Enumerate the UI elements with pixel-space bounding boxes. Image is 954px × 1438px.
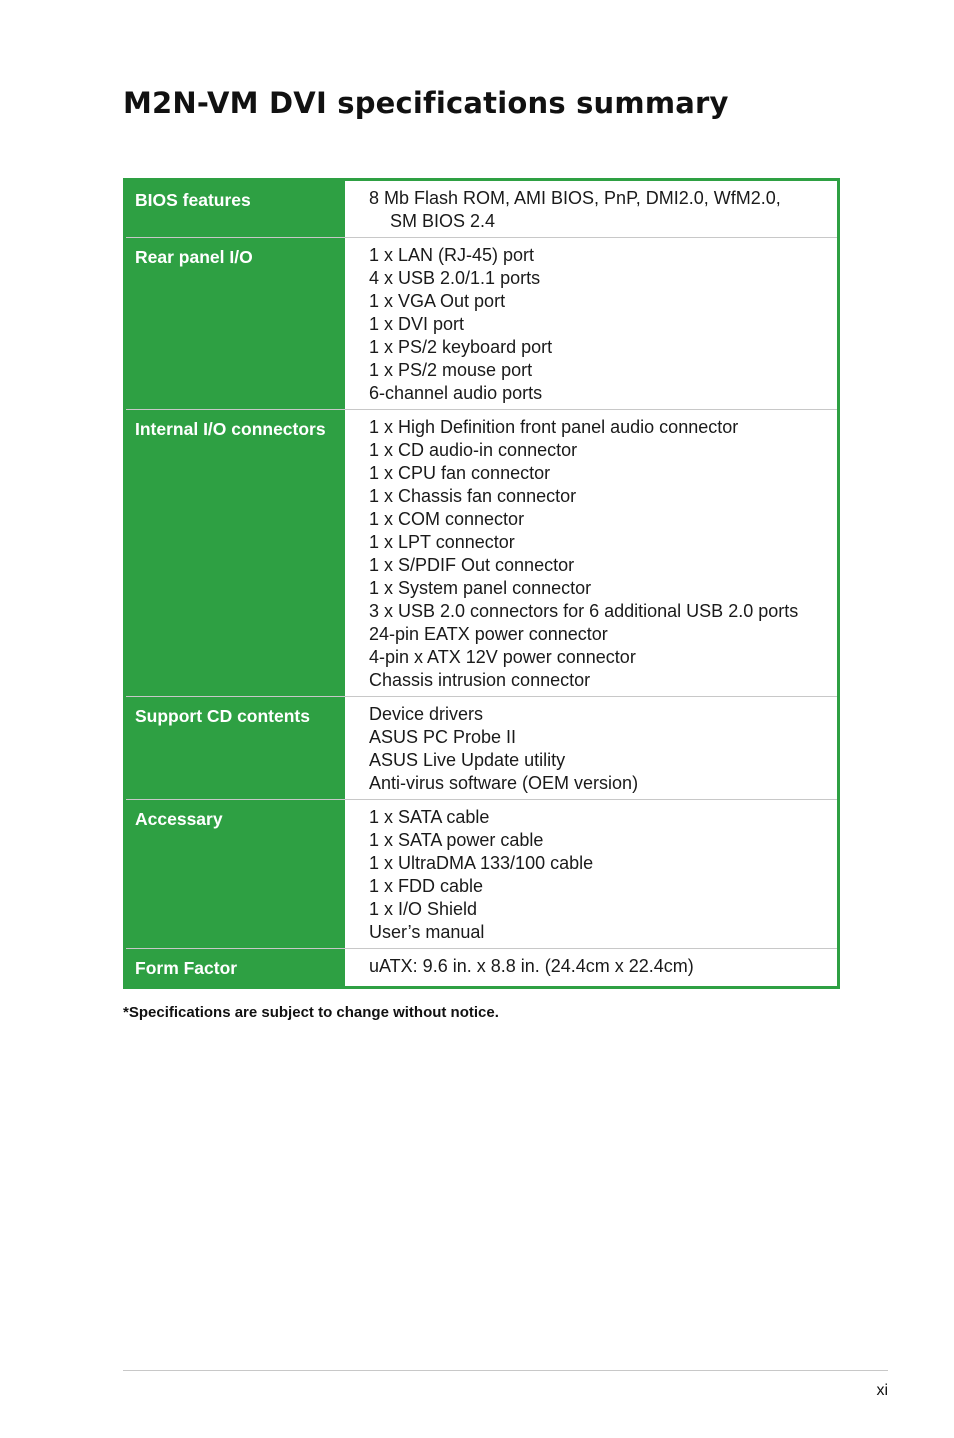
spec-value-line: SM BIOS 2.4 xyxy=(390,211,496,231)
spec-row xyxy=(126,409,837,696)
spec-value-line: 3 x USB 2.0 connectors for 6 additional USB 2.0 ports xyxy=(369,601,799,621)
spec-value-line: 1 x LPT connector xyxy=(369,532,515,552)
page-number: xi xyxy=(876,1382,888,1399)
spec-value-line: uATX: 9.6 in. x 8.8 in. (24.4cm x 22.4cm) xyxy=(369,956,694,976)
spec-value-line: 1 x VGA Out port xyxy=(369,291,506,311)
spec-value xyxy=(345,800,837,948)
spec-value-line: 24-pin EATX power connector xyxy=(369,624,608,644)
spec-value-line: 4-pin x ATX 12V power connector xyxy=(369,647,636,667)
spec-value-line: 4 x USB 2.0/1.1 ports xyxy=(369,268,541,288)
spec-label: Internal I/O connectors xyxy=(126,410,345,696)
spec-value-line: 1 x LAN (RJ-45) port xyxy=(369,245,535,265)
spec-value-line: 1 x PS/2 keyboard port xyxy=(369,337,553,357)
spec-value-line: 1 x PS/2 mouse port xyxy=(369,360,533,380)
spec-value-line: Device drivers xyxy=(369,704,484,724)
spec-label: Rear panel I/O xyxy=(126,238,345,409)
specifications-table xyxy=(123,178,840,989)
footnote: *Specifications are subject to change without notice. xyxy=(123,1004,499,1021)
spec-value-line: Chassis intrusion connector xyxy=(369,670,591,690)
spec-row xyxy=(126,696,837,799)
spec-value-line: 1 x High Definition front panel audio connector xyxy=(369,417,739,437)
spec-value-line: 1 x I/O Shield xyxy=(369,899,478,919)
spec-value-line: 1 x S/PDIF Out connector xyxy=(369,555,575,575)
spec-value-line: ASUS Live Update utility xyxy=(369,750,566,770)
spec-value-line: 8 Mb Flash ROM, AMI BIOS, PnP, DMI2.0, WfM2.0, xyxy=(369,188,781,208)
spec-value-line: 1 x SATA cable xyxy=(369,807,490,827)
spec-row xyxy=(126,799,837,948)
spec-label: Form Factor xyxy=(126,949,345,986)
spec-value xyxy=(345,181,837,237)
page-title: M2N-VM DVI specifications summary xyxy=(123,86,729,120)
spec-label: BIOS features xyxy=(126,181,345,237)
spec-value xyxy=(345,410,837,696)
spec-value-line: 1 x CD audio-in connector xyxy=(369,440,578,460)
spec-row xyxy=(126,181,837,237)
spec-value xyxy=(345,949,837,986)
spec-value-line: 6-channel audio ports xyxy=(369,383,543,403)
spec-row xyxy=(126,948,837,986)
spec-value-line: 1 x COM connector xyxy=(369,509,525,529)
spec-label: Accessary xyxy=(126,800,345,948)
spec-value-line: 1 x DVI port xyxy=(369,314,465,334)
spec-value xyxy=(345,697,837,799)
spec-value-line: 1 x FDD cable xyxy=(369,876,484,896)
spec-value-line: 1 x CPU fan connector xyxy=(369,463,551,483)
footer-divider xyxy=(123,1370,888,1371)
spec-value-line: ASUS PC Probe II xyxy=(369,727,517,747)
spec-label: Support CD contents xyxy=(126,697,345,799)
spec-value-line: User’s manual xyxy=(369,922,485,942)
spec-row xyxy=(126,237,837,409)
spec-value xyxy=(345,238,837,409)
spec-value-line: 1 x UltraDMA 133/100 cable xyxy=(369,853,594,873)
spec-value-line: Anti-virus software (OEM version) xyxy=(369,773,639,793)
spec-value-line: 1 x System panel connector xyxy=(369,578,592,598)
spec-value-line: 1 x Chassis fan connector xyxy=(369,486,577,506)
spec-value-line: 1 x SATA power cable xyxy=(369,830,544,850)
